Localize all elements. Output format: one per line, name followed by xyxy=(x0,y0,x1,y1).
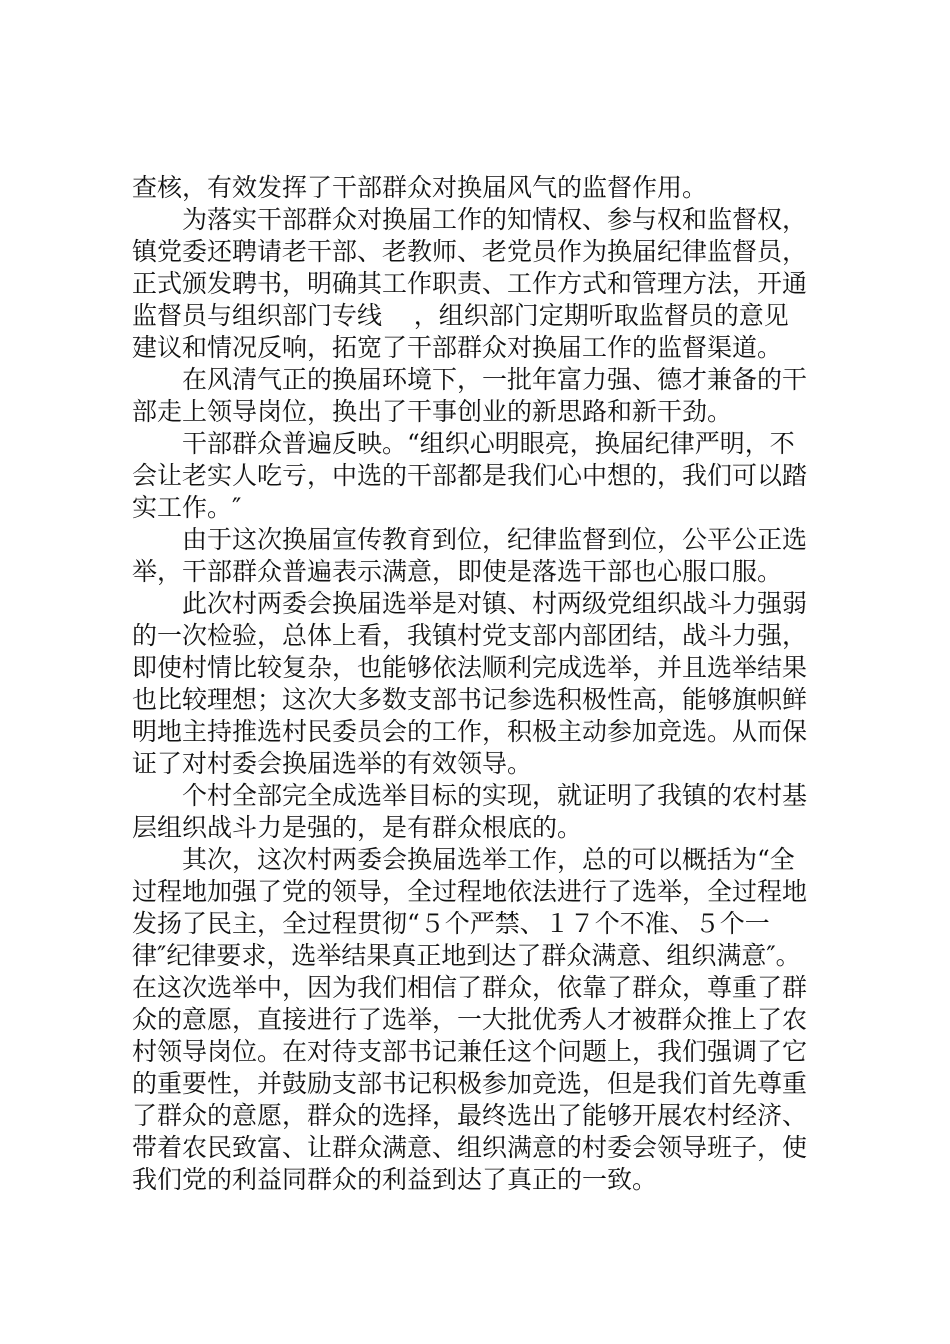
text-line: 镇党委还聘请老干部、老教师、老党员作为换届纪律监督员， xyxy=(132,237,808,266)
text-line: 会让老实人吃亏，中选的干部都是我们心中想的，我们可以踏 xyxy=(132,461,808,490)
text-line: 发扬了民主，全过程贯彻“５个严禁、１７个不准、５个一 xyxy=(132,909,770,938)
text-line: 建议和情况反响，拓宽了干部群众对换届工作的监督渠道。 xyxy=(132,333,783,362)
text-line: 层组织战斗力是强的，是有群众根底的。 xyxy=(132,813,583,842)
text-line: 查核，有效发挥了干部群众对换届风气的监督作用。 xyxy=(132,173,708,202)
text-line: 证了对村委会换届选举的有效领导。 xyxy=(132,749,533,778)
text-line: 众的意愿，直接进行了选举，一大批优秀人才被群众推上了农 xyxy=(132,1005,808,1034)
text-line: 也比较理想；这次大多数支部书记参选积极性高，能够旗帜鲜 xyxy=(132,685,808,714)
text-line: 实工作。″ xyxy=(132,493,242,522)
text-line: 个村全部完全成选举目标的实现，就证明了我镇的农村基 xyxy=(182,781,808,810)
text-line: 由于这次换届宣传教育到位，纪律监督到位，公平公正选 xyxy=(182,525,808,554)
text-line: 即使村情比较复杂，也能够依法顺利完成选举，并且选举结果 xyxy=(132,653,808,682)
text-line: 此次村两委会换届选举是对镇、村两级党组织战斗力强弱 xyxy=(182,589,808,618)
text-line: 干部群众普遍反映。“组织心明眼亮，换届纪律严明，不 xyxy=(182,429,795,458)
text-line: 律″纪律要求，选举结果真正地到达了群众满意、组织满意″。 xyxy=(132,941,801,970)
text-line: 在这次选举中，因为我们相信了群众，依靠了群众，尊重了群 xyxy=(132,973,808,1002)
text-line: 明地主持推选村民委员会的工作，积极主动参加竞选。从而保 xyxy=(132,717,808,746)
text-line: 带着农民致富、让群众满意、组织满意的村委会领导班子，使 xyxy=(132,1133,808,1162)
text-line: 我们党的利益同群众的利益到达了真正的一致。 xyxy=(132,1165,658,1194)
text-line: 村领导岗位。在对待支部书记兼任这个问题上，我们强调了它 xyxy=(132,1037,808,1066)
text-line: 其次，这次村两委会换届选举工作，总的可以概括为“全 xyxy=(182,845,795,874)
document-body xyxy=(132,172,832,1196)
text-line: 为落实干部群众对换届工作的知情权、参与权和监督权， xyxy=(182,205,808,234)
text-line: 举，干部群众普遍表示满意，即使是落选干部也心服口服。 xyxy=(132,557,783,586)
text-line: 了群众的意愿，群众的选择，最终选出了能够开展农村经济、 xyxy=(132,1101,808,1130)
text-line: 的一次检验，总体上看，我镇村党支部内部团结，战斗力强， xyxy=(132,621,808,650)
text-line: 过程地加强了党的领导，全过程地依法进行了选举，全过程地 xyxy=(132,877,808,906)
text-line: 正式颁发聘书，明确其工作职责、工作方式和管理方法，开通 xyxy=(132,269,808,298)
text-line: 部走上领导岗位，换出了干事创业的新思路和新干劲。 xyxy=(132,397,733,426)
text-line: 的重要性，并鼓励支部书记积极参加竞选，但是我们首先尊重 xyxy=(132,1069,808,1098)
text-line: 监督员与组织部门专线 ，组织部门定期听取监督员的意见 xyxy=(132,301,789,330)
text-line: 在风清气正的换届环境下，一批年富力强、德才兼备的干 xyxy=(182,365,808,394)
